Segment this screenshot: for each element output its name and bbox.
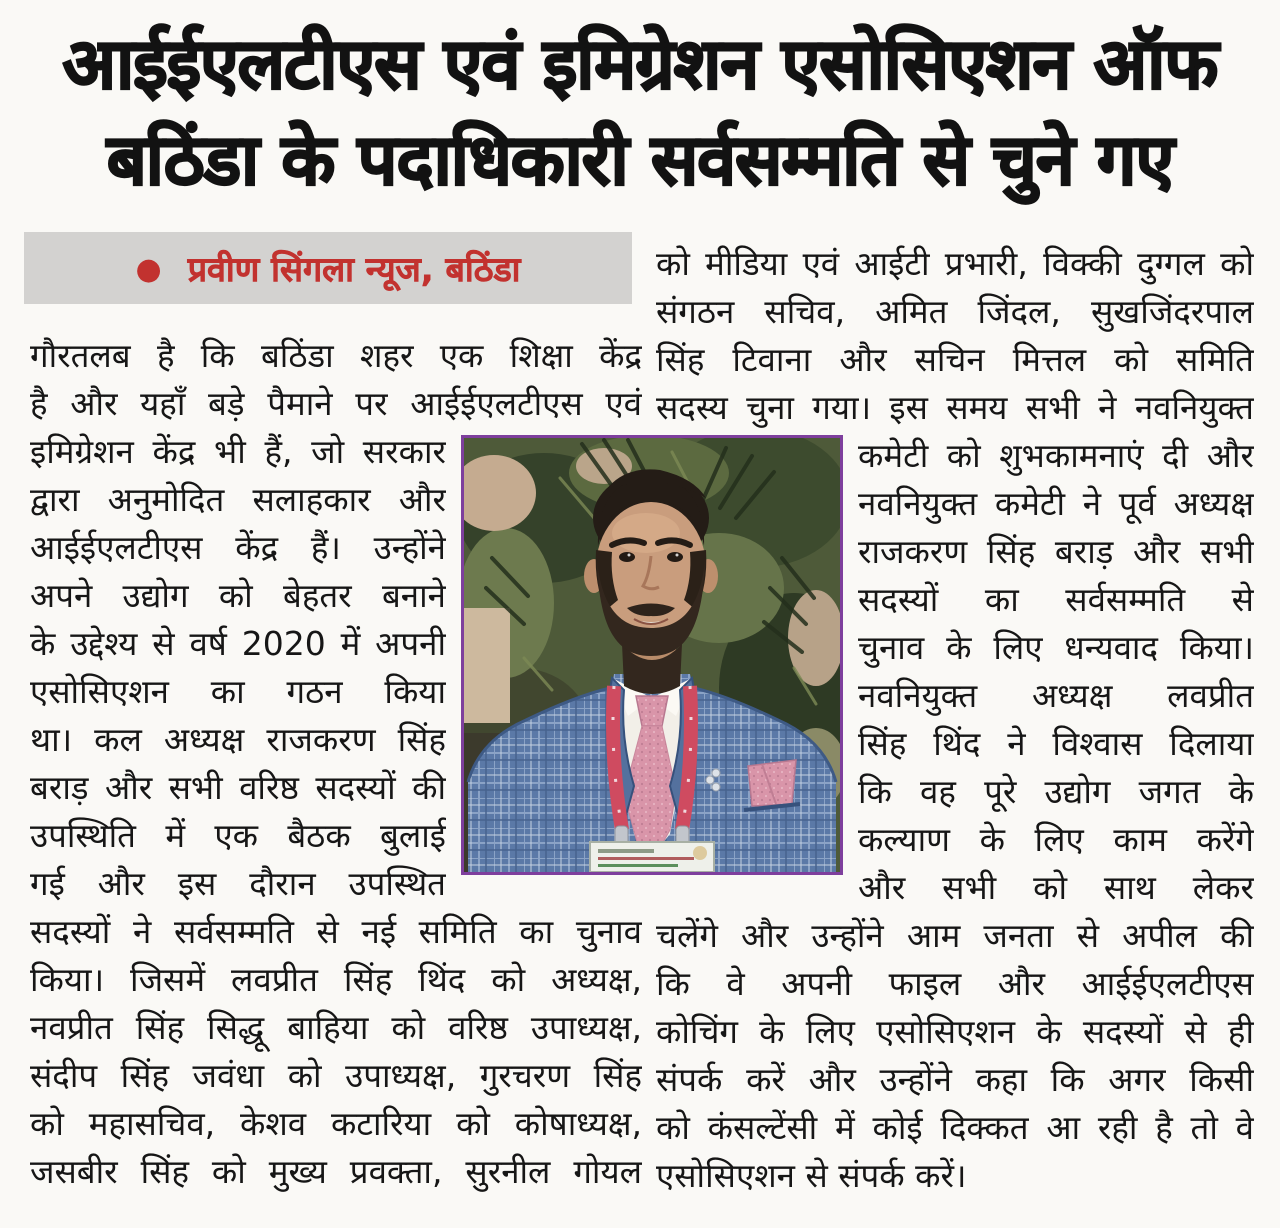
article-line: कोचिंग के लिए एसोसिएशन के सदस्यों से ही <box>656 1012 1254 1051</box>
article-line: गौरतलब है कि बठिंडा शहर एक शिक्षा केंद्र <box>30 336 642 375</box>
article-line: संदीप सिंह जवंधा को उपाध्यक्ष, गुरचरण सिंह <box>30 1056 642 1095</box>
article-line: चुनाव के लिए धन्यवाद किया। <box>858 628 1254 667</box>
article-line: जसबीर सिंह को मुख्य प्रवक्ता, सुरनील गोयल <box>30 1152 642 1191</box>
article-line: संपर्क करें और उन्होंने कहा कि अगर किसी <box>656 1060 1254 1099</box>
article-line: को कंसल्टेंसी में कोई दिक्कत आ रही है तो वे <box>656 1108 1254 1147</box>
article-line: सदस्यों ने सर्वसम्मति से नई समिति का चुनाव <box>30 912 642 951</box>
article-line: को महासचिव, केशव कटारिया को कोषाध्यक्ष, <box>30 1104 642 1143</box>
left-column-beside-photo <box>30 428 446 908</box>
article-line: है और यहाँ बड़े पैमाने पर आईईएलटीएस एवं <box>30 384 642 423</box>
byline-bar <box>24 232 632 304</box>
headline-line-1: आईईएलटीएस एवं इमिग्रेशन एसोसिएशन ऑफ <box>62 23 1218 105</box>
article-line: एसोसिएशन का गठन किया <box>30 672 446 711</box>
article-line: गई और इस दौरान उपस्थित <box>30 864 446 903</box>
article-line: राजकरण सिंह बराड़ और सभी <box>858 532 1254 571</box>
article-line: सिंह थिंद ने विश्वास दिलाया <box>858 724 1254 763</box>
article-line: नवनियुक्त अध्यक्ष लवप्रीत <box>858 676 1254 715</box>
article-line: इमिग्रेशन केंद्र भी हैं, जो सरकार <box>30 432 446 471</box>
article-line: नवनियुक्त कमेटी ने पूर्व अध्यक्ष <box>858 484 1254 523</box>
right-column-bottom-paragraph <box>656 912 1254 1200</box>
right-column-top-paragraph <box>656 240 1254 432</box>
article-line: को मीडिया एवं आईटी प्रभारी, विक्की दुग्गल को <box>656 244 1254 283</box>
article-line: सिंह टिवाना और सचिन मित्तल को समिति <box>656 340 1254 379</box>
article-headline <box>0 16 1280 208</box>
article-line: एसोसिएशन से संपर्क करें। <box>656 1156 967 1195</box>
article-line: के उद्देश्य से वर्ष 2020 में अपनी <box>30 624 446 663</box>
article-line: कमेटी को शुभकामनाएं दी और <box>858 436 1254 475</box>
article-line: किया। जिसमें लवप्रीत सिंह थिंद को अध्यक्ष, <box>30 960 642 999</box>
right-column-beside-photo <box>858 432 1254 912</box>
article-photo <box>461 435 843 875</box>
article-line: सदस्य चुना गया। इस समय सभी ने नवनियुक्त <box>656 388 1254 427</box>
article-line: चलेंगे और उन्होंने आम जनता से अपील की <box>656 916 1254 955</box>
bullet-icon: ● <box>135 252 162 287</box>
article-line: और सभी को साथ लेकर <box>858 868 1254 907</box>
article-line: था। कल अध्यक्ष राजकरण सिंह <box>30 720 446 759</box>
article-line: द्वारा अनुमोदित सलाहकार और <box>30 480 446 519</box>
article-line: सदस्यों का सर्वसम्मति से <box>858 580 1254 619</box>
portrait-illustration <box>464 438 840 872</box>
article-line: कल्याण के लिए काम करेंगे <box>858 820 1254 859</box>
byline-author: प्रवीण सिंगला न्यूज, बठिंडा <box>187 250 521 290</box>
article-line: कि वह पूरे उद्योग जगत के <box>858 772 1254 811</box>
left-column-bottom-paragraph <box>30 908 642 1196</box>
left-column-top-paragraph <box>30 332 642 428</box>
article-line: आईईएलटीएस केंद्र हैं। उन्होंने <box>30 528 446 567</box>
article-line: कि वे अपनी फाइल और आईईएलटीएस <box>656 964 1254 1003</box>
article-line: संगठन सचिव, अमित जिंदल, सुखजिंदरपाल <box>656 292 1254 331</box>
article-line: उपस्थिति में एक बैठक बुलाई <box>30 816 446 855</box>
article-line: नवप्रीत सिंह सिद्धू बाहिया को वरिष्ठ उपाध्यक्ष, <box>30 1008 642 1047</box>
article-line: अपने उद्योग को बेहतर बनाने <box>30 576 446 615</box>
headline-line-2: बठिंडा के पदाधिकारी सर्वसम्मति से चुने गए <box>106 119 1174 201</box>
article-line: बराड़ और सभी वरिष्ठ सदस्यों की <box>30 768 446 807</box>
